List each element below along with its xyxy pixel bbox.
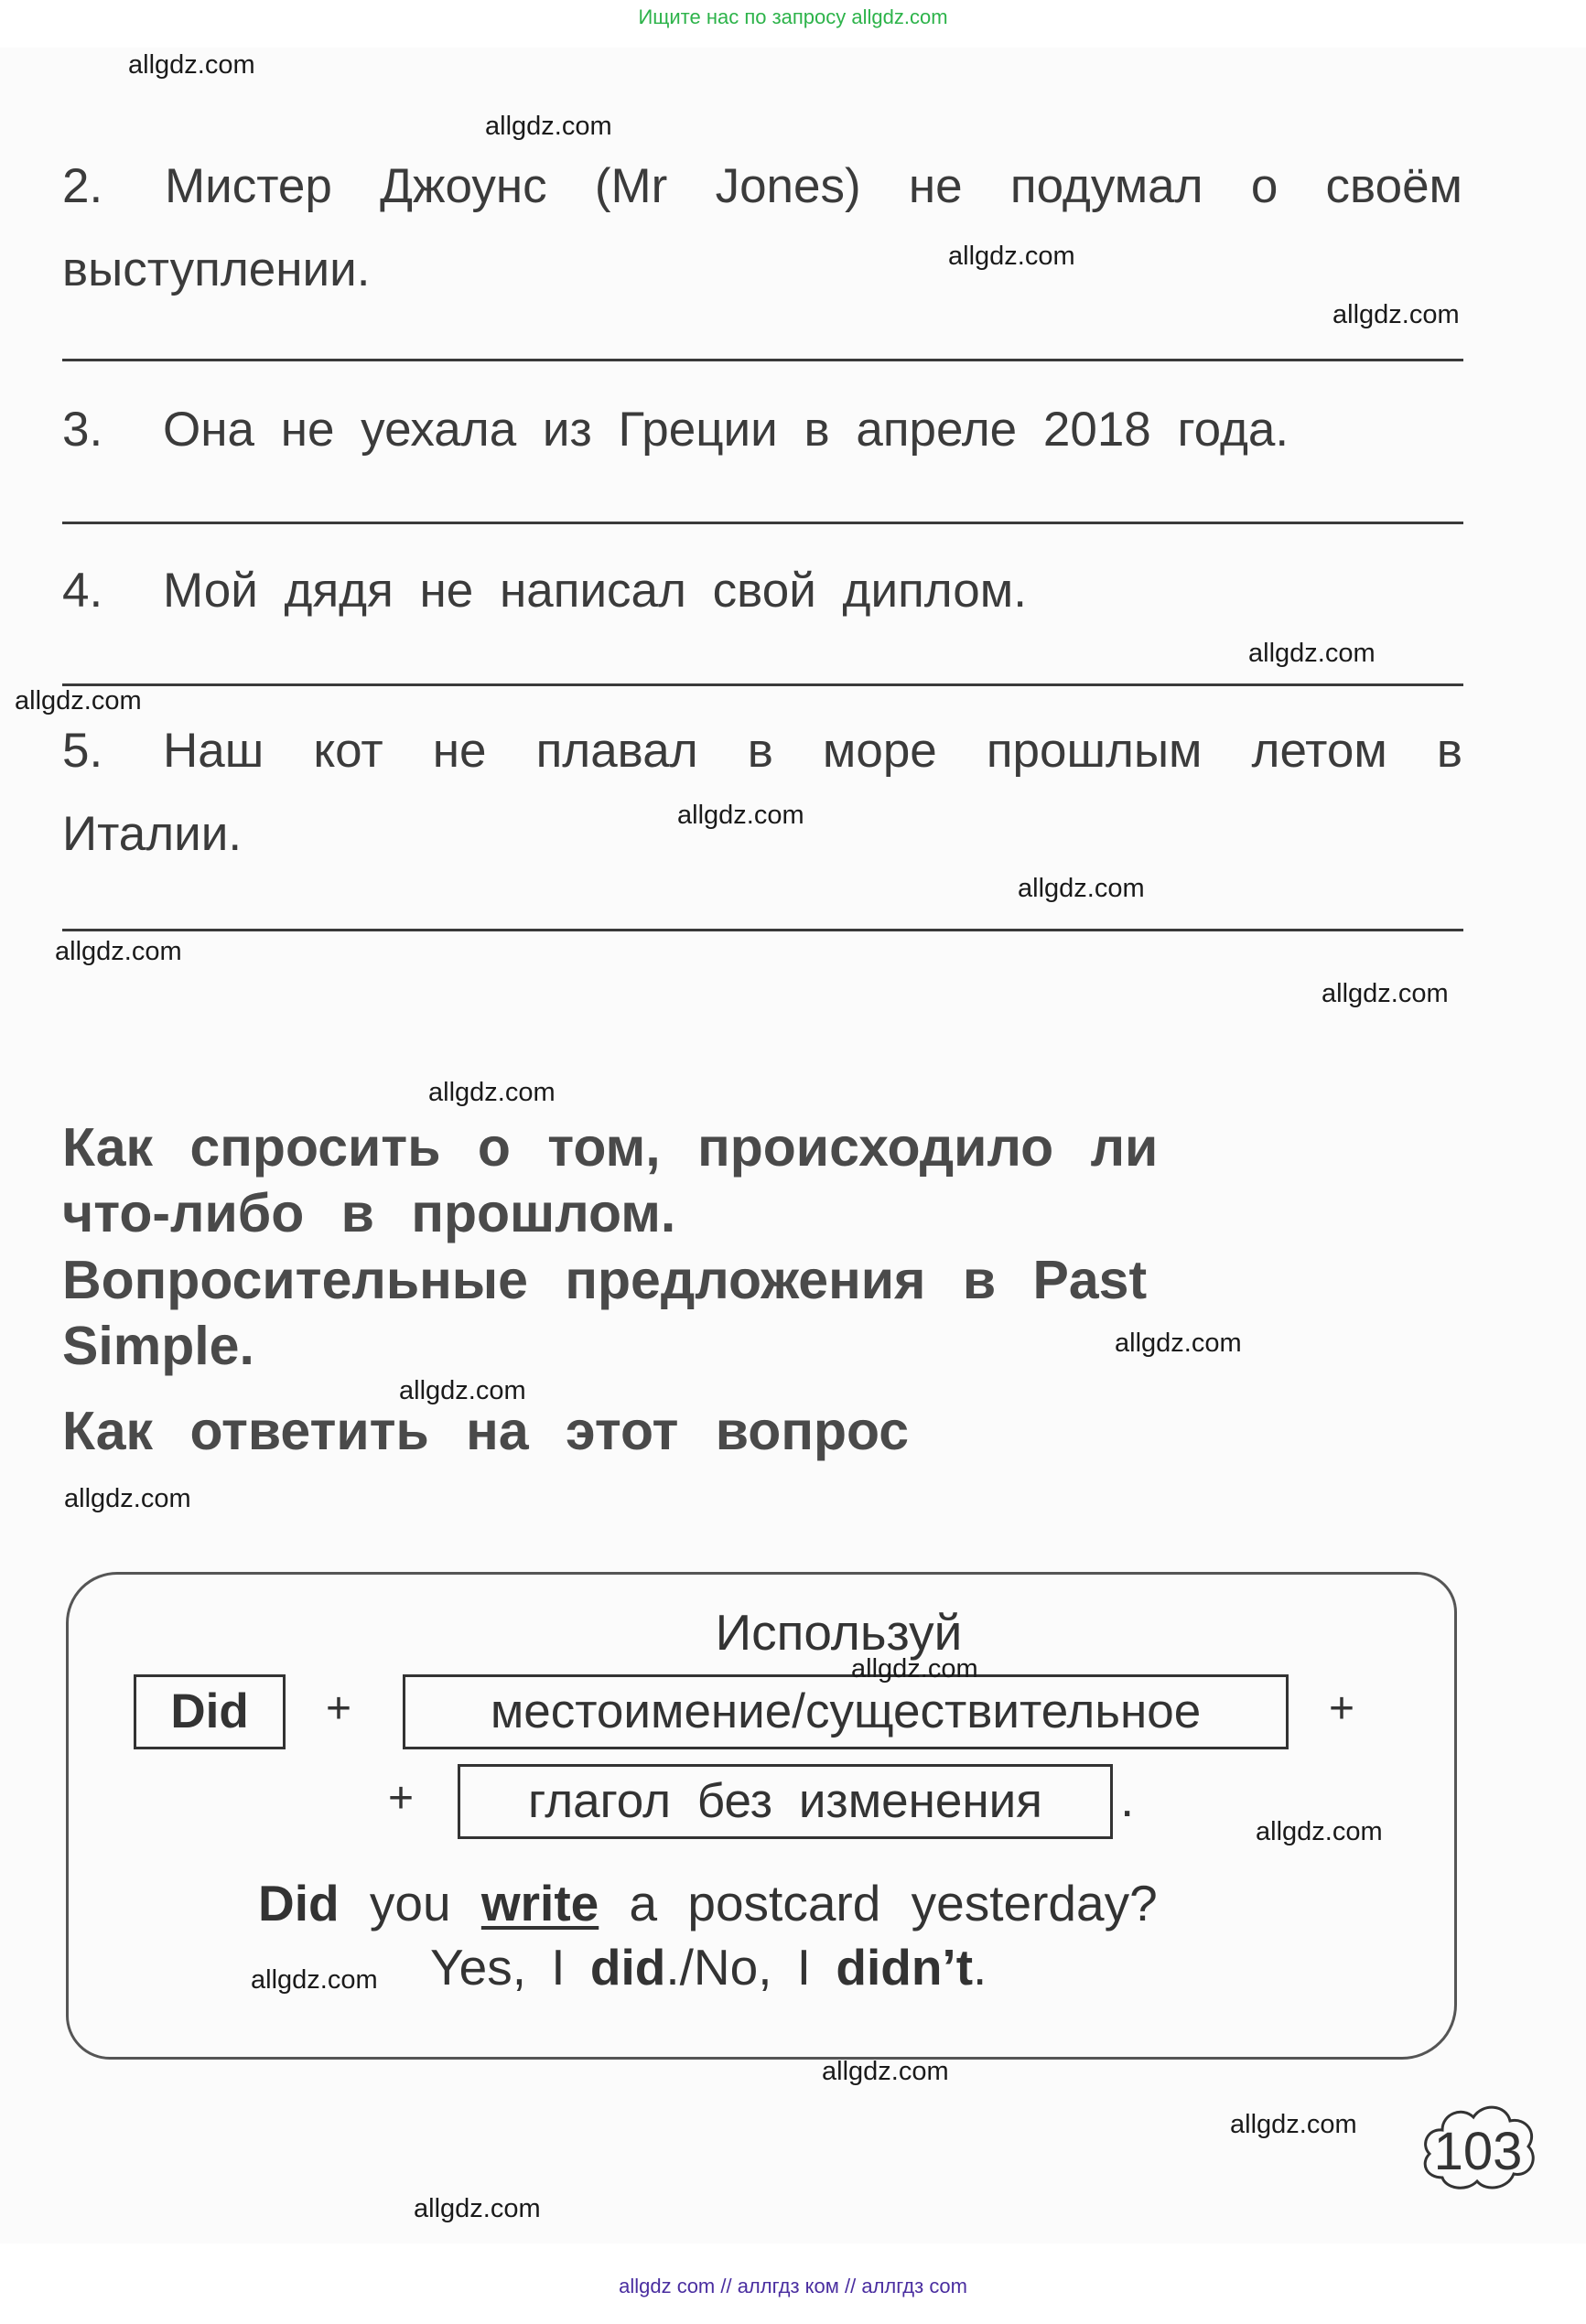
answer-line-5[interactable] [62,929,1463,931]
example-rest: a postcard yesterday? [629,1875,1158,1931]
exercise-5 [62,709,1462,876]
rule-title: Используй [715,1604,963,1661]
watermark[interactable]: allgdz.com [414,2194,541,2223]
section-heading-line-4: Simple. [62,1316,254,1376]
verb-box: глагол без изменения [458,1764,1113,1839]
bottom-banner[interactable]: allgdz com // аллгдз ком // аллгдз com [619,2275,967,2297]
plus-sign: + [326,1684,352,1733]
example-did: Did [258,1875,340,1931]
section-heading-line-2: что-либо в прошлом. [62,1183,676,1243]
watermark[interactable]: allgdz.com [1322,979,1449,1008]
section-heading-line-1: Как спросить о том, происходило ли [62,1117,1159,1178]
watermark[interactable]: allgdz.com [428,1078,556,1107]
exercise-2 [62,145,1462,311]
exercise-text: Мой дядя не написал свой диплом. [163,564,1027,618]
exercise-number: 5. [62,724,103,778]
plus-sign: + [1329,1684,1355,1733]
section-heading-line-5: Как ответить на этот вопрос [62,1401,910,1461]
watermark[interactable]: allgdz.com [1248,639,1376,668]
watermark[interactable]: allgdz.com [128,50,255,80]
watermark[interactable]: allgdz.com [948,242,1075,271]
watermark[interactable]: allgdz.com [1256,1817,1383,1846]
example-didnt: didn’t [836,1939,974,1996]
example-end: . [973,1939,987,1996]
example-verb: write [480,1875,599,1931]
watermark[interactable]: allgdz.com [851,1654,978,1684]
example-answer [430,1938,987,1996]
page-number: 103 [1433,2122,1523,2181]
watermark[interactable]: allgdz.com [1230,2110,1357,2139]
watermark[interactable]: allgdz.com [15,686,142,715]
did-box: Did [134,1674,286,1749]
exercise-text: Наш кот не плавал в море прошлым летом в Италии. [62,724,1462,861]
exercise-number: 3. [62,403,103,457]
watermark[interactable]: allgdz.com [822,2057,949,2086]
exercise-text: Она не уехала из Греции в апреле 2018 года. [163,403,1289,457]
exercise-number: 2. [62,159,103,213]
watermark[interactable]: allgdz.com [64,1484,191,1513]
watermark[interactable]: allgdz.com [55,937,182,966]
example-yes: Yes, I [430,1939,566,1996]
example-you: you [369,1875,451,1931]
exercise-3 [62,388,1462,471]
plus-sign: + [388,1774,415,1823]
section-heading-line-3: Вопросительные предложения в Past [62,1250,1148,1310]
answer-line-4[interactable] [62,683,1463,686]
answer-line-3[interactable] [62,522,1463,524]
watermark[interactable]: allgdz.com [1332,300,1460,329]
subject-box: местоимение/существительное [403,1674,1289,1749]
watermark[interactable]: allgdz.com [677,801,804,830]
answer-line-2[interactable] [62,359,1463,361]
watermark[interactable]: allgdz.com [485,112,612,141]
watermark[interactable]: allgdz.com [1115,1329,1242,1358]
period: . [1120,1770,1135,1827]
exercise-4 [62,549,1462,632]
watermark[interactable]: allgdz.com [1018,874,1145,903]
exercise-text: Мистер Джоунс (Mr Jones) не подумал о своём выступлении. [62,159,1462,296]
example-question [258,1874,1158,1932]
example-did-answer: did [589,1939,666,1996]
watermark[interactable]: allgdz.com [251,1965,378,1995]
exercise-number: 4. [62,564,103,618]
top-banner[interactable]: Ищите нас по запросу allgdz.com [638,5,948,28]
watermark[interactable]: allgdz.com [399,1376,526,1405]
example-no: ./No, I [665,1939,812,1996]
